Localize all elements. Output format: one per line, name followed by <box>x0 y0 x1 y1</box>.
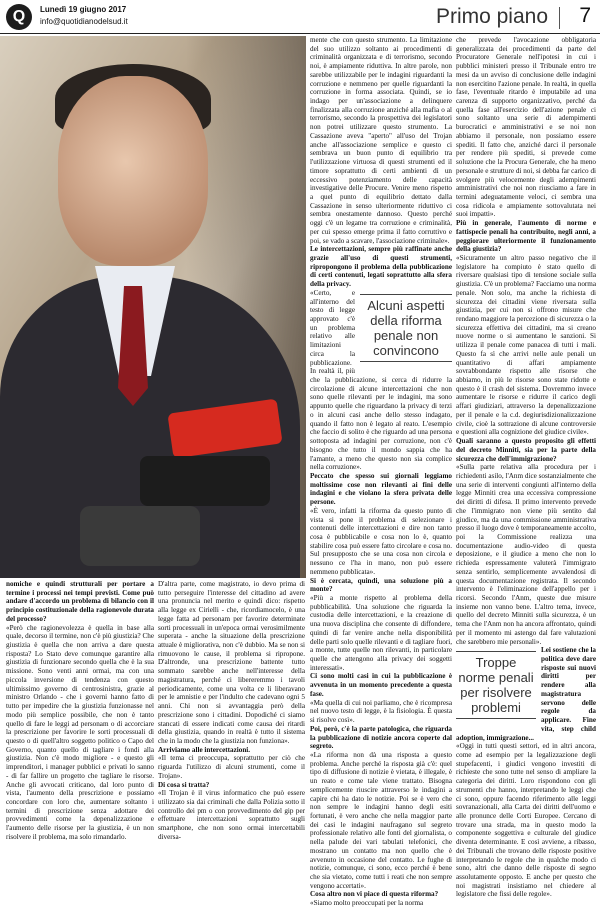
page-header <box>0 0 600 34</box>
photo-microphone-grey <box>80 506 200 566</box>
question: Si è cercata, quindi, una soluzione più a monte? <box>310 576 452 594</box>
article-column-3 <box>310 36 452 908</box>
answer-paragraph: «Siamo molto preoccupati per la norma <box>310 899 424 908</box>
header-rule <box>0 33 600 34</box>
article-column-4 <box>456 36 596 899</box>
answer-paragraph: «Il tema ci preoccupa, soprattutto per ciò che riguarda l'utilizzo di alcuni strumenti, come il Trojan». <box>158 754 305 780</box>
question: Quali saranno a questo proposito gli effetti del decreto Minniti, sia per la parte della sicurezza che dell'immigrazione? <box>456 437 596 463</box>
article-column-2 <box>158 580 305 886</box>
header-divider <box>559 7 560 29</box>
answer-paragraph: «È vero, infatti la riforma da questo punto di vista si pone il problema di selezionare i contenuti delle intercettazioni e dire non tanto cosa è pubblicabile e cosa non lo è, quanto stabilire cosa può essere fatto circolare e cosa no. Sul presupposto che se una cosa non circola e nessuno ce l'ha in mano, non può essere nemmeno pubblicata». <box>310 506 452 576</box>
question: Poi, però, c'è la parte patologica, che riguarda la pubblicazione di notizie ancora coperte dal segreto. <box>310 724 452 751</box>
answer-paragraph: «Certo, e all'interno del testo di legge approvato c'è un problema relativo alle limitazioni circa la pubblicazione. In realtà il, più che la pubblicazione, si cerca di ridurre la circolazione di alcune intercettazioni che non sono quelle rilevanti per le indagini, ma sono appunto quelle che riguardano la privacy di terzi o in alcuni casi anche dello stesso indagato, quando il fatto non è legato al reato. L'esempio che faccio di solito è che riguardo ad una persona sottoposta ad indagini per corruzione, non c'è bisogno che tutto il mondo sappia che ha l'amante, a meno che questo non sia complice nella corruzione». <box>310 288 452 472</box>
pull-quote-text: Alcuni aspetti della riforma penale non convincono <box>367 297 445 358</box>
pull-quote-rule <box>360 294 452 295</box>
answer-paragraph: «Il Trojan è il virus informatico che può essere utilizzato sia dai criminali che dalla Polizia sotto il controllo dei pm o con provvedimento del gip per effettuare intercettazioni soprattutto sugli smartphone, che non sono ormai intercettabili diversa- <box>158 789 305 841</box>
pull-quote-rule <box>360 361 452 362</box>
answer-paragraph: «Sicuramente un altro passo negativo che il legislatore ha compiuto è stato quello di riversare qualsiasi tipo di tensione sociale sulla giustizia. C'è un problema? Facciamo una norma penale. Non solo, ma anche la richiesta di sicurezza dei cittadini viene riversata sulla giustizia, per cui non si offrono misure che rendano maggiore la percezione di sicurezza o la sicurezza effettiva dei cittadini, ma si creano nuove norme o si aumentano le sanzioni. Si utilizza il penale come panacea di tutti i mali. Questo fa sì che arrivi nelle aule penali un quantitativo di affari ampiamente sovrabbondante rispetto alle risorse che abbiamo, in più le risorse sono state ridotte e questo è il crash del sistema. Dovremmo invece aumentare le risorse e ridurre il carico degli affari giudiziari, attraverso la depenalizzazione per il penale e la c.d. degiurisdizionalizzazione civile, cioè la sottrazione di alcune controversie e questioni alla cognizione del giudice civile». <box>456 253 596 437</box>
answer-paragraph: D'altra parte, come magistrato, io devo prima di tutto perseguire l'interesse del cittadino ad avere una pronuncia nel merito e quindi dico: rispetto alla legge ex Cirielli - che, ricordiamocelo, è una legge fatta ad personam per favorire determinate sorti processuali in un'epoca ormai verosimilmente superata - anche la situazione della prescrizione attuale è migliorativa, non c'è dubbio. Ma se non si rimuovono le cause, il problema si ripropone. D'altronde, una prescrizione battente tutto sommato sarebbe anche nell'interesse della magistratura, perché ci libereremmo i tavoli periodicamente, come una volta ce li liberavano per le amnistie e per l'indulto che cadevano ogni 5 anni. Chi non si avvantaggia però della prescrizione sono i cittadini. Dopodiché ci siamo stancati di essere indicati come causa dei ritardi della giustizia, quando in realtà è tutto il sistema che in la modo che la giustizia non funziona». <box>158 580 305 745</box>
issue-date: Lunedì 19 giugno 2017 <box>40 5 127 14</box>
answer-paragraph: «Sulla parte relativa alla procedura per i richiedenti asilo, l'Anm dice sostanzialmente che una serie di interventi congiunti all'interno della legge Minniti crea una eccessiva compressione dei diritti di difesa. Il primo intervento prevede che l'immigrato non viene più sentito dal giudice, ma da una commissione amministrativa presso il luogo dove è temporaneamente accolto, poi la Commissione realizza una documentazione audio-video di questa deposizione, e il giudice a meno che non lo richieda espressamente valuterà l'immigrato senza sentirlo, semplicemente avvalendosi di questa documentazione registrata. Il secondo intervento è l'eliminazione dell'appello per i ricorsi. Secondo l'Anm, queste due misure insieme non vanno bene. L'altro tema, invece, quello del decreto Minniti sulla sicurezza, è un tema che l'Anm non ha ancora affrontato, quindi per il momento mi astengo dal fare valutazioni che sarebbero mie personali». <box>456 463 596 646</box>
question: Ci sono molti casi in cui la pubblicazione è avvenuta in un momento precedente a questa fase. <box>310 672 452 698</box>
question: Le intercettazioni, sempre più raffinate anche grazie all'uso di questi strumenti, ripropongono il problema della pubblicazione di certi contenuti, legati soprattutto alla sfera della privacy. <box>310 245 452 289</box>
article-photo <box>0 36 306 578</box>
answer-paragraph: «La riforma non dà una risposta a questo problema. Anche perché la risposta già c'è: quel tipo di diffusione di notizie è vietata, è illegale, è un reato e come tale viene trattato. Bisogna semplicemente riuscire attraverso le indagini a capire chi ha dato le notizie. Poi se è vero che non sempre le indagini hanno degli esiti fortunati, è vero anche che nella maggior parte dei casi le indagini naufragano sul segreto professionale relativo alle fonti del giornalista, o nella palude dei vari tabulati telefonici, che mostrano un contatto ma non quello che è avvenuto in occasione del contatto. Le fughe di notizie, comunque, ci sono, ecco perché è bene che sia vietato, come tutti i reati che non sempre vengono accertati». <box>310 750 452 890</box>
pull-quote-text: Troppe norme penali per risolvere problemi <box>458 655 534 716</box>
question: Cosa altro non vi piace di questa riforma? <box>310 890 439 899</box>
question: Lei sostiene che la politica deve dare risposte sui nuovi diritti per rendere alla magistratura servono delle regole da applicare. Fine vita, step child adoption, immigrazione... <box>456 646 596 742</box>
answer-paragraph: «Più a monte rispetto al problema della pubblicabilità. Una soluzione che riguarda la custodia delle intercettazioni, e la creazione di una nuova disciplina che consente di diffondere, quindi di far venire anche nella disponibilità delle parti solo quelle rilevanti e di tagliare fuori, a monte, tutte quelle non rilevanti, in particolare quelle che attengono alla privacy dei soggetti interessati». <box>310 594 452 672</box>
question: Peccato che spesso sui giornali leggiamo moltissime cose non rilevanti ai fini delle indagini e che violano la sfera privata delle persone. <box>310 471 452 507</box>
answer-paragraph: «Oggi in tutti questi settori, ed in altri ancora, come ad esempio per la legalizzazione degli stupefacenti, i giudici vengono investiti di richieste che sono tutte nel senso di ampliare la categoria dei diritti. Loro rispondono con gli strumenti che hanno, interpretando le leggi che ci sono, oppure facendo riferimento alle leggi sovranazionali, alla Carta dei diritti dell'uomo e alle pronunce delle Corti Europee. Cercano di trovare una strada, ma in questo modo la componente soggettiva e culturale del giudice diventa determinante. E così avviene, a ribasso, dei Tribunali che trovano delle risposte positive interpretando le regole che in qualche modo ci sono, altri che danno delle risposte di segno assolutamente opposto. E anche per questo che noi magistrati insistiamo nel chiedere al legislatore che fissi delle regole». <box>456 742 596 899</box>
pull-quote <box>456 648 536 722</box>
article-column-1 <box>6 580 154 886</box>
answer-paragraph: che prevede l'avocazione obbligatoria generalizzata dei procedimenti da parte del Procuratore Generale nell'ipotesi in cui i pubblici ministeri presso il Tribunale entro tre mesi da un avviso di conclusione delle indagini non esercitino l'azione penale. In realtà, in quella fase, l'eventuale ritardo è imputabile ad una carenza di supporto organizzativo, perché da quella fase all'esercizio dell'azione penale ci sono soltanto una serie di adempimenti burocratici e amministrativi e se noi non abbiamo il personale, non possiamo essere spediti. Il fatto che, anziché darci il personale per rendere più spediti, si prevede come soluzione che la Procura Generale, che ha meno personale e strutture di noi, si debba far carico di svolgere più velocemente degli adempimenti amministrativi che noi non riusciamo a fare in termini adeguatamente veloci, ci sembra una cosa ridicola e ampiamente sottovalutata nei suoi impatti». <box>456 36 596 219</box>
pull-quote-rule <box>456 718 536 719</box>
answer-paragraph: «Però che ragionevolezza è quella in base alla quale, decorso il termine, non c'è più giustizia? Che giustizia è quella che non arriva a dare questa risposta? Lo Stato deve comunque garantire alla giustizia di funzionare secondo quella che è la sua missione. Sono venti anni ormai, ma con una piccola inversione di tendenza con questo ultimissimo governo di centrosinistra, grazie al ministro Orlando - che i governi hanno fatto di tutto per impedire che la giustizia funzionasse nel modo più semplice possibile, che non è tanto quello di fare le leggi ad personam o di accorciare la prescrizione per favorire le sorti processuali di questo o di quell'altro soggetto politico o Capo del Governo, quanto quello di tagliare i fondi alla giustizia. Non c'è modo migliore - e questo gli imprenditori, i manager pubblici e privati lo sanno - di far fallire un progetto che tagliare le risorse. Anche gli avvocati criticano, dal loro punto di vista, l'aumento della prescrizione e possiamo concordare con loro che, aumentare soltanto i termini di prescrizione senza adottare dei provvedimenti come la depenalizzazione e l'aumento delle risorse per la giustizia, è un non risolvere il problema, ma solo rimandarlo. <box>6 623 154 841</box>
photo-microphone-black <box>140 456 270 506</box>
answer-paragraph: «Ma quella di cui noi parliamo, che è ricompresa nel nuovo testo di legge, è la fisiologia. È questa si risolve così». <box>310 698 452 725</box>
newspaper-logo: Q <box>6 4 32 30</box>
photo-face <box>58 76 208 266</box>
pull-quote-rule <box>456 651 536 652</box>
answer-paragraph: mente che con questo strumento. La limitazione del suo utilizzo soltanto ai procedimenti di criminalità organizzata e di terrorismo, secondo noi, è ampiamente riduttiva. In altre parole, non sarebbe utilizzabile per le indagini riguardanti la corruzione e nemmeno per quelle riguardanti la corruzione in forma associata. Quindi, se io indago per un'associazione a delinquere finalizzata alla corruzione anziché alla mafia o al terrorismo, secondo la prospettiva dei legislatori non potrei utilizzare questo strumento. La Cassazione aveva "aperto" all'uso del Trojan anche all'associazione semplice e questo ci sembrava un buon punto di equilibrio tra l'utilizzazione virtuosa di questi strumenti ed il timore soprattutto di certi ambienti di un eccessivo potenziamento delle capacità investigative delle Procure. Venire meno rispetto a quel punto di equilibrio dettato dalla Cassazione in senso ulteriormente riduttivo ci sembra onestamente dannoso. Questo perché oggi c'è un legame tra corruzione e criminalità, per cui spesso emerge prima il fatto corruttivo e poi, se vado a scavare, l'associazione criminale». <box>310 36 452 245</box>
page-number: 7 <box>579 4 591 27</box>
question: nomiche e quindi strutturali per portare a termine i processi nei tempi previsti. Come può andare d'accordo un problema di bilancio con il principio costituzionale della ragionevole durata del processo? <box>6 580 154 623</box>
pull-quote <box>360 291 452 365</box>
contact-email[interactable]: info@quotidianodelsud.it <box>40 17 128 26</box>
question: Di cosa si tratta? <box>158 780 210 789</box>
section-title: Primo piano <box>435 5 548 28</box>
question: Più in generale, l'aumento di norme e fattispecie penali ha contribuito, negli anni, a peggiorare ulteriormente il funzionamento della giustizia? <box>456 219 596 254</box>
question: Arriviamo alle intercettazioni. <box>158 745 251 754</box>
